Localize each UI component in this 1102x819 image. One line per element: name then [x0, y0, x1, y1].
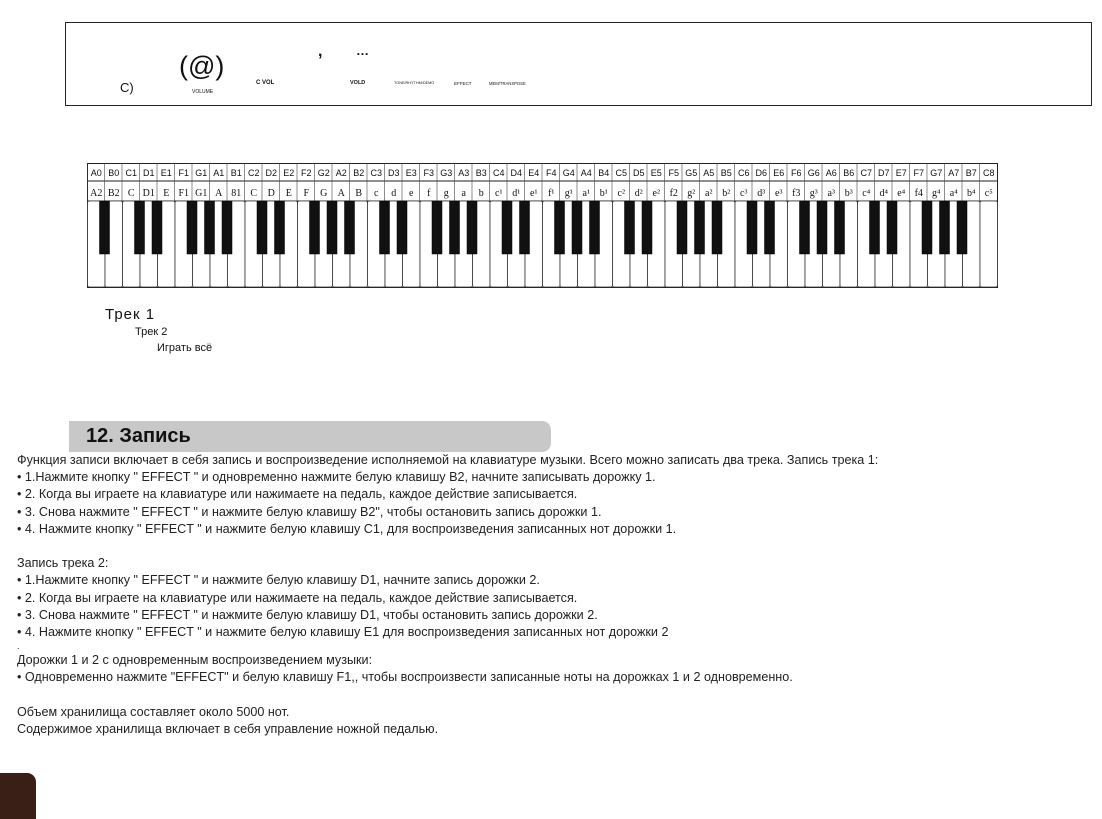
- note-name-label: b²: [722, 188, 731, 199]
- black-key: [380, 201, 390, 254]
- note-name-label: b³: [844, 188, 853, 199]
- note-name-label: g²: [687, 188, 696, 199]
- note-name-label: G: [320, 188, 328, 199]
- note-name-label: f¹: [548, 188, 555, 199]
- key-name-label: B0: [108, 168, 120, 178]
- note-name-label: A: [215, 188, 223, 199]
- note-name-label: G1: [195, 188, 208, 199]
- note-name-label: f3: [792, 188, 801, 199]
- black-key: [327, 201, 337, 254]
- black-key: [695, 201, 705, 254]
- key-name-label: F1: [178, 168, 190, 178]
- key-name-label: G6: [807, 168, 820, 178]
- track1-step-4: • 4. Нажмите кнопку " EFFECT " и нажмите белую клавишу C1, для воспроизведения записанных нот дорожки 1.: [17, 521, 677, 536]
- black-key: [152, 201, 162, 254]
- track2-step-4: • 4. Нажмите кнопку " EFFECT " и нажмите белую клавишу E1 для воспроизведения записанных нот дорожки 2: [17, 625, 669, 640]
- note-name-label: c: [374, 188, 379, 199]
- pedal-note: Содержимое хранилища включает в себя управление ножной педалью.: [17, 722, 439, 737]
- note-name-label: C: [250, 188, 258, 199]
- note-name-label: a⁴: [949, 188, 958, 199]
- note-name-label: e⁴: [897, 188, 906, 199]
- black-key: [397, 201, 407, 254]
- black-key: [432, 201, 442, 254]
- track1-step-3: • 3. Снова нажмите " EFFECT " и нажмите белую клавишу B2", чтобы остановить запись дорожки 1.: [17, 504, 602, 519]
- key-name-label: G5: [685, 168, 698, 178]
- track-2-label: Трек 2: [135, 326, 168, 338]
- black-key: [957, 201, 967, 254]
- note-name-label: b: [478, 188, 484, 199]
- key-name-label: G7: [930, 168, 943, 178]
- key-name-label: D2: [265, 168, 278, 178]
- key-name-label: C6: [737, 168, 750, 178]
- note-name-label: a³: [827, 188, 835, 199]
- stray-dot: .: [17, 641, 20, 652]
- black-key: [310, 201, 320, 254]
- key-name-label: C8: [982, 168, 995, 178]
- key-name-label: E2: [283, 168, 295, 178]
- note-name-label: F1: [178, 188, 190, 199]
- track1-step-2: • 2. Когда вы играете на клавиатуре или нажимаете на педаль, каждое действие записывается.: [17, 487, 578, 502]
- note-name-label: b⁴: [967, 188, 976, 199]
- key-name-label: D4: [510, 168, 523, 178]
- black-key: [345, 201, 355, 254]
- note-name-label: g⁴: [932, 188, 941, 199]
- ellipsis-mark: …: [356, 43, 369, 58]
- key-name-label: B7: [965, 168, 977, 178]
- note-name-label: e¹: [530, 188, 538, 199]
- black-key: [502, 201, 512, 254]
- black-key: [642, 201, 652, 254]
- black-key: [765, 201, 775, 254]
- key-name-label: G3: [440, 168, 453, 178]
- black-key: [257, 201, 267, 254]
- key-name-label: A5: [703, 168, 715, 178]
- track2-step-1: • 1.Нажмите кнопку " EFFECT " и нажмите белую клавишу D1, начните запись дорожки 2.: [17, 573, 540, 588]
- key-name-label: G4: [562, 168, 575, 178]
- track-1-label: Трек 1: [105, 306, 156, 323]
- tone-rhythm-label: TONE/RHYTHM/DEMO: [394, 81, 435, 85]
- black-key: [275, 201, 285, 254]
- black-key: [187, 201, 197, 254]
- track2-step-3: • 3. Снова нажмите " EFFECT " и нажмите белую клавишу D1, чтобы остановить запись дорожки 2.: [17, 607, 598, 622]
- black-key: [922, 201, 932, 254]
- key-name-label: A6: [825, 168, 837, 178]
- black-key: [800, 201, 810, 254]
- control-panel-diagram: [65, 22, 1092, 106]
- key-name-label: E5: [650, 168, 662, 178]
- note-name-label: d³: [757, 188, 766, 199]
- simultaneous-heading: Дорожки 1 и 2 с одновременным воспроизведением музыки:: [17, 653, 373, 668]
- key-name-label: C7: [860, 168, 873, 178]
- track2-heading: Запись трека 2:: [17, 556, 109, 571]
- key-name-label: B6: [843, 168, 855, 178]
- note-name-label: f: [427, 188, 431, 199]
- note-name-label: E: [163, 188, 170, 199]
- play-all-label: Играть всё: [157, 342, 213, 354]
- section-body: [17, 452, 1097, 738]
- key-name-label: E4: [528, 168, 540, 178]
- black-key: [520, 201, 530, 254]
- key-name-label: D1: [142, 168, 155, 178]
- black-key: [135, 201, 145, 254]
- key-name-label: C1: [125, 168, 138, 178]
- note-name-label: B2: [107, 188, 120, 199]
- note-name-label: C: [127, 188, 135, 199]
- note-name-label: D: [267, 188, 275, 199]
- black-key: [887, 201, 897, 254]
- intro-paragraph: Функция записи включает в себя запись и воспроизведение исполняемой на клавиатуре музыки. Всего можно записать два трека. Запись трека 1:: [17, 453, 879, 467]
- note-name-label: g: [443, 188, 449, 199]
- at-symbol: (@): [179, 51, 225, 81]
- key-name-label: D5: [632, 168, 645, 178]
- key-name-label: F4: [545, 168, 557, 178]
- key-name-label: C2: [247, 168, 260, 178]
- piano-keyboard-diagram: [87, 163, 998, 289]
- key-name-label: D3: [387, 168, 400, 178]
- key-name-label: A1: [213, 168, 225, 178]
- black-key: [625, 201, 635, 254]
- key-name-label: A4: [580, 168, 592, 178]
- track1-step-1: • 1.Нажмите кнопку " EFFECT " и одновременно нажмите белую клавишу B2, начните записывать дорожку 1.: [17, 470, 656, 485]
- note-name-label: c¹: [495, 188, 503, 199]
- black-key: [677, 201, 687, 254]
- note-name-label: e: [409, 188, 414, 199]
- c-mark: C): [120, 80, 134, 95]
- note-name-label: d¹: [512, 188, 521, 199]
- note-name-label: f4: [914, 188, 923, 199]
- key-name-label: B2: [353, 168, 365, 178]
- note-name-label: A2: [90, 188, 103, 199]
- key-name-label: F3: [423, 168, 435, 178]
- key-name-label: F7: [913, 168, 925, 178]
- transpose-label: MEM/TRANSPOSE: [489, 81, 526, 86]
- key-name-label: E1: [160, 168, 172, 178]
- comma-mark: ,: [318, 43, 323, 60]
- note-name-label: c⁵: [984, 188, 993, 199]
- key-name-label: B1: [230, 168, 242, 178]
- volume-label: VOLUME: [192, 89, 214, 95]
- note-name-label: d: [391, 188, 397, 199]
- key-name-label: A0: [90, 168, 102, 178]
- key-name-label: C5: [615, 168, 628, 178]
- note-name-label: e²: [652, 188, 660, 199]
- c-vol-label: C VOL: [256, 80, 275, 86]
- section-title: 12. Запись: [86, 425, 191, 447]
- note-name-label: 81: [231, 188, 242, 199]
- note-name-label: f2: [669, 188, 678, 199]
- note-name-label: B: [355, 188, 363, 199]
- key-name-label: B3: [475, 168, 487, 178]
- key-name-label: D7: [877, 168, 890, 178]
- note-name-label: g¹: [564, 188, 573, 199]
- black-key: [870, 201, 880, 254]
- black-key: [747, 201, 757, 254]
- simultaneous-step: • Одновременно нажмите "EFFECT" и белую клавишу F1,, чтобы воспроизвести записанные ноты на дорожках 1 и 2 одновременно.: [17, 670, 793, 685]
- key-name-label: A2: [335, 168, 347, 178]
- key-name-label: G1: [195, 168, 208, 178]
- key-name-label: E6: [773, 168, 785, 178]
- note-name-label: c²: [617, 188, 625, 199]
- black-key: [590, 201, 600, 254]
- note-name-label: a: [461, 188, 466, 199]
- storage-note: Объем хранилища составляет около 5000 нот.: [17, 704, 290, 719]
- note-name-label: E: [285, 188, 292, 199]
- page-corner-tab: [0, 773, 36, 819]
- key-name-label: C4: [492, 168, 505, 178]
- track2-step-2: • 2. Когда вы играете на клавиатуре или нажимаете на педаль, каждое действие записывается.: [17, 590, 578, 605]
- key-name-label: B4: [598, 168, 610, 178]
- black-key: [572, 201, 582, 254]
- note-name-label: g³: [809, 188, 818, 199]
- key-name-label: A3: [458, 168, 470, 178]
- black-key: [100, 201, 110, 254]
- note-name-label: A: [337, 188, 345, 199]
- key-name-label: B5: [720, 168, 732, 178]
- black-key: [817, 201, 827, 254]
- note-name-label: d⁴: [879, 188, 888, 199]
- note-name-label: c⁴: [862, 188, 871, 199]
- black-key: [450, 201, 460, 254]
- key-name-label: C3: [370, 168, 383, 178]
- key-name-label: E7: [895, 168, 907, 178]
- black-key: [712, 201, 722, 254]
- key-name-label: F2: [300, 168, 312, 178]
- note-name-label: a¹: [582, 188, 590, 199]
- note-name-label: D1: [142, 188, 155, 199]
- black-key: [467, 201, 477, 254]
- note-name-label: F: [303, 188, 310, 199]
- effect-label: EFFECT: [454, 81, 472, 86]
- key-name-label: D6: [755, 168, 768, 178]
- note-name-label: a²: [705, 188, 713, 199]
- key-name-label: E3: [405, 168, 417, 178]
- key-name-label: A7: [948, 168, 960, 178]
- note-name-label: c³: [740, 188, 748, 199]
- key-name-label: F6: [790, 168, 802, 178]
- black-key: [222, 201, 232, 254]
- note-name-label: e³: [775, 188, 783, 199]
- note-name-label: d²: [634, 188, 643, 199]
- key-name-label: G2: [317, 168, 330, 178]
- black-key: [940, 201, 950, 254]
- black-key: [555, 201, 565, 254]
- note-name-label: b¹: [599, 188, 608, 199]
- vold-label: VOLD: [350, 80, 366, 86]
- white-key: [980, 201, 998, 287]
- black-key: [205, 201, 215, 254]
- black-key: [835, 201, 845, 254]
- key-name-label: F5: [668, 168, 680, 178]
